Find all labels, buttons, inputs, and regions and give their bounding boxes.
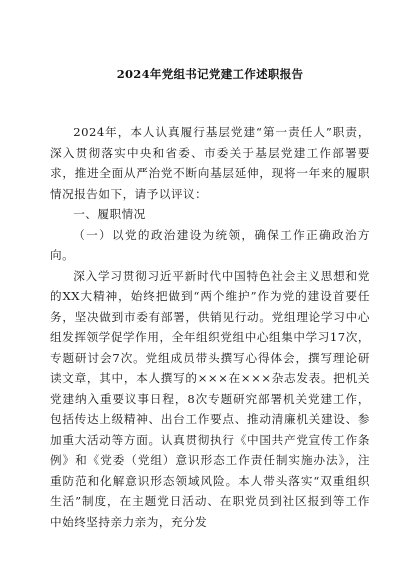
body-paragraph: 深入学习贯彻习近平新时代中国特色社会主义思想和党的XX大精神，始终把做到“两个维护”作为党的建设首要任务，坚决做到市委有部署，供销见行动。党组理论学习中心组发挥领学促学作用，全年组织党组中心组集中学习17次，专题研讨会7次。党组成员带头撰写心得体会，撰写理论研读文章，其中，本人撰写的×××在×××杂志发表。把机关党建纳入重要议事日程，8次专题研究部署机关党建工作，包括传达上级精神、出台工作要点、推动清廉机关建设、参加重大活动等方面。认真贯彻执行《中国共产党宣传工作条例》和《党委（党组）意识形态工作责任制实施办法》，注重防范和化解意识形态领域风险。本人带头落实“双重组织生活”制度，在主题党日活动、在职党员到社区报到等工作中始终坚持亲力亲为，充分发	[50, 268, 370, 529]
section-heading: 一、履职情况	[73, 207, 146, 221]
subsection-heading: （一）以党的政治建设为统领，确保工作正确政治方向。	[50, 227, 370, 262]
document-title: 2024年党组书记党建工作述职报告	[116, 67, 304, 81]
intro-paragraph: 2024年，本人认真履行基层党建“第一责任人”职责，深入贯彻落实中央和省委、市委关于基层党建工作部署要求，推进全面从严治党不断向基层延伸，现将一年来的履职情况报告如下，请予以评议：	[50, 125, 370, 201]
